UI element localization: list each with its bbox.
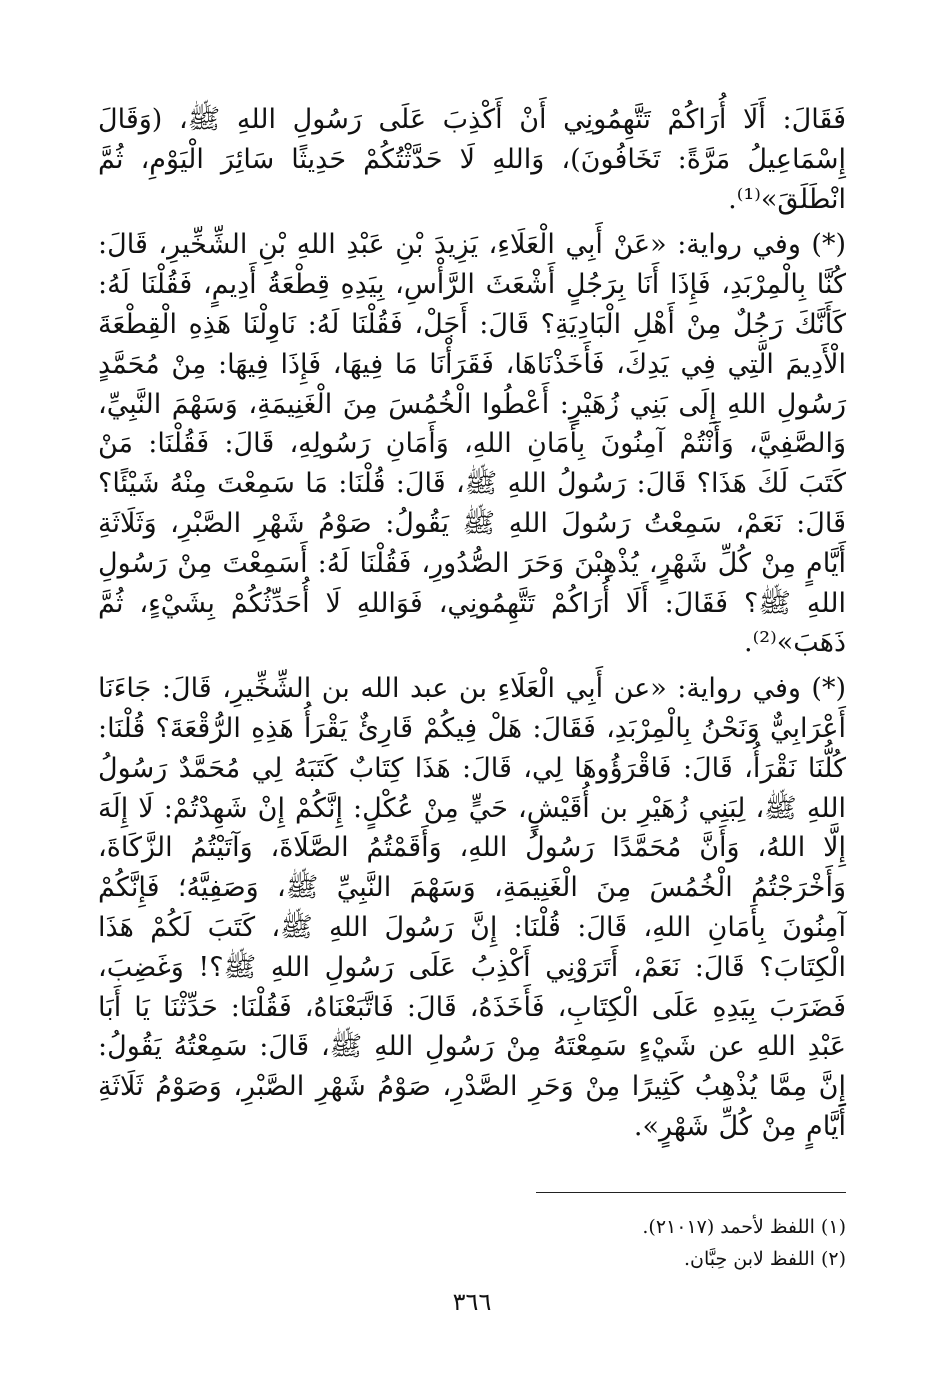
- footnote-1: (١) اللفظ لأحمد (٢١٠١٧).: [642, 1216, 846, 1238]
- footnotes: [98, 1192, 846, 1275]
- paragraph-3: (*) وفي رواية: «عن أَبِي الْعَلَاءِ بن عبد الله بن الشِّخِّيرِ، قَالَ: جَاءَنَا أَعْرَابِيٌّ وَنَحْنُ بِالْمِرْبَدِ، فَقَالَ: هَلْ فِيكُمْ قَارِئٌ يَقْرَأُ هَذِهِ الرُّقْعَةَ؟ قُلْنَا: كُلُّنَا نَقْرَأُ، قَالَ: فَاقْرَؤُوهَا لِي، قَالَ: هَذَا كِتَابٌ كَتَبَهُ لِي مُحَمَّدٌ رَسُولُ اللهِ ﷺ، لِبَنِي زُهَيْرِ بن أُقَيْشٍ، حَيٍّ مِنْ عُكْلٍ: إِنَّكُمْ إِنْ شَهِدْتُمْ: لَا إِلَهَ إِلَّا اللهُ، وَأَنَّ مُحَمَّدًا رَسُولُ اللهِ، وَأَقَمْتُمُ الصَّلَاةَ، وَآتَيْتُمُ الزَّكَاةَ، وَأَخْرَجْتُمُ الْخُمُسَ مِنَ الْغَنِيمَةِ، وَسَهْمَ النَّبِيِّ ﷺ، وَصَفِيَّهُ؛ فَإِنَّكُمْ آمِنُونَ بِأَمَانِ اللهِ، قَالَ: قُلْنَا: إِنَّ رَسُولَ اللهِ ﷺ، كَتَبَ لَكُمْ هَذَا الْكِتَابَ؟ قَالَ: نَعَمْ، أَتَرَوْنِي أَكْذِبُ عَلَى رَسُولِ اللهِ ﷺ؟! وَغَضِبَ، فَضَرَبَ بِيَدِهِ عَلَى الْكِتَابِ، فَأَخَذَهُ، قَالَ: فَاتَّبَعْنَاهُ، فَقُلْنَا: حَدِّثْنَا يَا أَبَا عَبْدِ اللهِ عن شَيْءٍ سَمِعْتَهُ مِنْ رَسُولِ اللهِ ﷺ، قَالَ: سَمِعْتُهُ يَقُولُ: إِنَّ مِمَّا يُذْهِبُ كَثِيرًا مِنْ وَحَرِ الصَّدْرِ، صَوْمُ شَهْرِ الصَّبْرِ، وَصَوْمُ ثَلَاثَةِ أَيَّامٍ مِنْ كُلِّ شَهْرٍ».: [98, 673, 847, 1142]
- footnote-2: (٢) اللفظ لابن حِبَّان.: [683, 1248, 846, 1270]
- paragraph-2: (*) وفي رواية: «عَنْ أَبِي الْعَلَاءِ، يَزِيدَ بْنِ عَبْدِ اللهِ بْنِ الشِّخِّيرِ، قَالَ: كُنَّا بِالْمِرْبَدِ، فَإِذَا أَنَا بِرَجُلٍ أَشْعَثَ الرَّأْسِ، بِيَدِهِ قِطْعَةُ أَدِيمٍ، فَقُلْنَا لَهُ: كَأَنَّكَ رَجُلٌ مِنْ أَهْلِ الْبَادِيَةِ؟ قَالَ: أَجَلْ، فَقُلْنَا لَهُ: نَاوِلْنَا هَذِهِ الْقِطْعَةَ الْأَدِيمَ الَّتِي فِي يَدِكَ، فَأَخَذْنَاهَا، فَقَرَأْنَا مَا فِيهَا، فَإِذَا فِيهَا: مِنْ مُحَمَّدٍ رَسُولِ اللهِ إِلَى بَنِي زُهَيْرٍ: أَعْطُوا الْخُمُسَ مِنَ الْغَنِيمَةِ، وَسَهْمَ النَّبِيِّ، وَالصَّفِيَّ، وَأَنْتُمْ آمِنُونَ بِأَمَانِ اللهِ، وَأَمَانِ رَسُولِهِ، قَالَ: فَقُلْنَا: مَنْ كَتَبَ لَكَ هَذَا؟ قَالَ: رَسُولُ اللهِ ﷺ، قَالَ: قُلْنَا: مَا سَمِعْتَ مِنْهُ شَيْئًا؟ قَالَ: نَعَمْ، سَمِعْتُ رَسُولَ اللهِ ﷺ يَقُولُ: صَوْمُ شَهْرِ الصَّبْرِ، وَثَلَاثَةِ أَيَّامٍ مِنْ كُلِّ شَهْرٍ، يُذْهِبْنَ وَحَرَ الصُّدُورِ، فَقُلْنَا لَهُ: أَسَمِعْتَ مِنْ رَسُولِ اللهِ ﷺ؟ فَقَالَ: أَلَا أُرَاكُمْ تَتَّهِمُونِي، فَوَاللهِ لَا أُحَدِّثُكُمْ بِشَيْءٍ، ثُمَّ ذَهَبَ»⁽²⁾.: [98, 229, 846, 659]
- footnote-rule: [536, 1192, 846, 1193]
- main-text: [98, 100, 846, 1147]
- page-number: ٣٦٦: [452, 1288, 492, 1316]
- page: [98, 100, 846, 1350]
- paragraph-1: فَقَالَ: أَلَا أُرَاكُمْ تَتَّهِمُونِي أَنْ أَكْذِبَ عَلَى رَسُولِ اللهِ ﷺ، (وَقَالَ إِسْمَاعِيلُ مَرَّةً: تَخَافُونَ)، وَاللهِ لَا حَدَّثْتُكُمْ حَدِيثًا سَائِرَ الْيَوْمِ، ثُمَّ انْطَلَقَ»⁽¹⁾.: [98, 104, 846, 215]
